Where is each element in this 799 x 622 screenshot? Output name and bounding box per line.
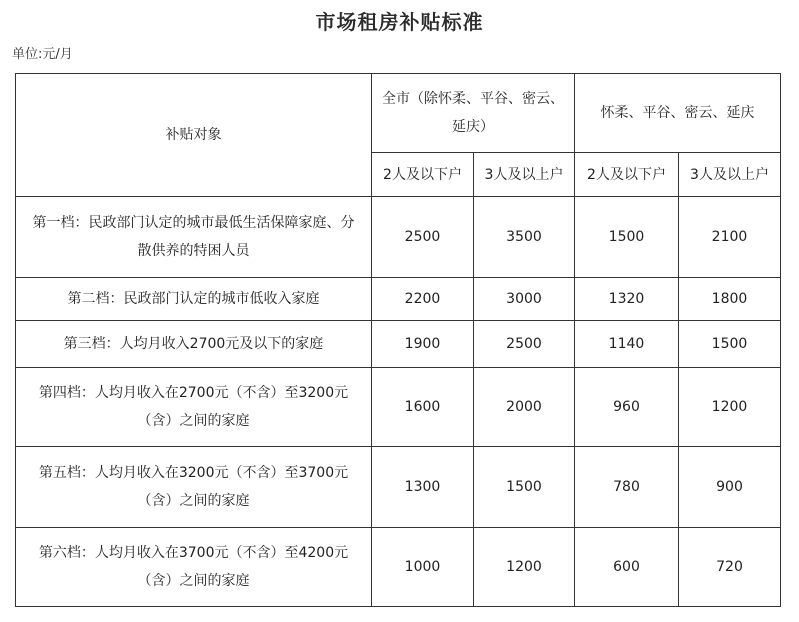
target-header-cell: 补贴对象	[16, 74, 372, 197]
value-cell: 1500	[474, 447, 575, 528]
row-target-cell: 第四档：人均月收入在2700元（不含）至3200元（含）之间的家庭	[16, 368, 372, 447]
value-cell: 3000	[474, 278, 575, 321]
subheader-cell: 2人及以下户	[372, 153, 474, 197]
row-target-cell: 第一档：民政部门认定的城市最低生活保障家庭、分散供养的特困人员	[16, 197, 372, 278]
value-cell: 1200	[474, 528, 575, 607]
value-cell: 2100	[679, 197, 781, 278]
value-cell: 1320	[575, 278, 679, 321]
subheader-cell: 3人及以上户	[474, 153, 575, 197]
value-cell: 2000	[474, 368, 575, 447]
value-cell: 1140	[575, 321, 679, 368]
unit-note: 单位:元/月	[12, 47, 73, 62]
table-row	[16, 528, 781, 607]
value-cell: 1500	[575, 197, 679, 278]
value-cell: 1600	[372, 368, 474, 447]
value-cell: 2500	[372, 197, 474, 278]
value-cell: 1500	[679, 321, 781, 368]
table-row	[16, 447, 781, 528]
value-cell: 1200	[679, 368, 781, 447]
group-header-citywide: 全市（除怀柔、平谷、密云、延庆）	[372, 74, 575, 153]
table-header-row	[16, 74, 781, 153]
table-row	[16, 197, 781, 278]
row-target-cell: 第六档：人均月收入在3700元（不含）至4200元（含）之间的家庭	[16, 528, 372, 607]
subheader-cell: 3人及以上户	[679, 153, 781, 197]
value-cell: 900	[679, 447, 781, 528]
value-cell: 720	[679, 528, 781, 607]
table-row	[16, 368, 781, 447]
row-target-cell: 第三档：人均月收入2700元及以下的家庭	[16, 321, 372, 368]
value-cell: 2500	[474, 321, 575, 368]
row-target-cell: 第二档：民政部门认定的城市低收入家庭	[16, 278, 372, 321]
table-row	[16, 278, 781, 321]
value-cell: 1900	[372, 321, 474, 368]
value-cell: 780	[575, 447, 679, 528]
value-cell: 1800	[679, 278, 781, 321]
value-cell: 960	[575, 368, 679, 447]
row-target-cell: 第五档：人均月收入在3200元（不含）至3700元（含）之间的家庭	[16, 447, 372, 528]
value-cell: 3500	[474, 197, 575, 278]
subheader-cell: 2人及以下户	[575, 153, 679, 197]
subsidy-table	[15, 73, 781, 607]
page-title: 市场租房补贴标准	[315, 10, 484, 34]
value-cell: 1000	[372, 528, 474, 607]
value-cell: 600	[575, 528, 679, 607]
group-header-suburban: 怀柔、平谷、密云、延庆	[575, 74, 781, 153]
table-row	[16, 321, 781, 368]
value-cell: 1300	[372, 447, 474, 528]
value-cell: 2200	[372, 278, 474, 321]
